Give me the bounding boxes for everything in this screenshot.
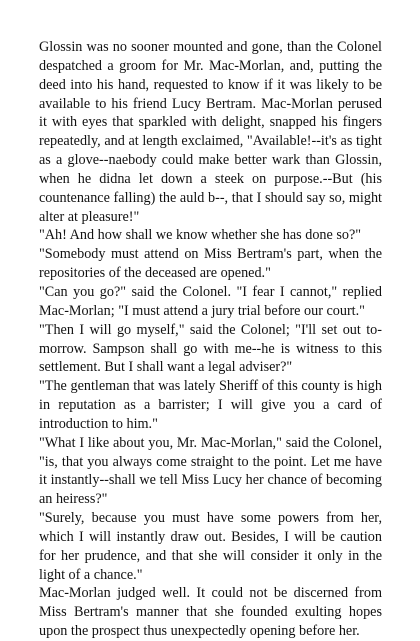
paragraph: "Somebody must attend on Miss Bertram's part, when the repositories of the deceased are opened." bbox=[39, 246, 382, 282]
paragraph: "What I like about you, Mr. Mac-Morlan," said the Colonel, "is, that you always come straight to the point. Let me have it instantly--shall we tell Miss Lucy her chance of becoming an heiress?" bbox=[39, 434, 382, 508]
paragraph: "Surely, because you must have some powers from her, which I will instantly draw out. Besides, I will be caution for her prudence, and that she will consider it only in the light of a chance." bbox=[39, 510, 382, 583]
paragraph: Glossin was no sooner mounted and gone, than the Colonel despatched a groom for Mr. Mac-Morlan, and, putting the deed into his hand, requested to know if it was likely to be available to his friend Lucy Bertram. Mac-Morlan perused it with eyes that sparkled with delight, snapped his fingers repeatedly, and at length exclaimed, "Available!--it's as tight as a glove--naebody could make better wark than Glossin, when he didna let down a steek on purpose.--But (his countenance falling) the auld b--, that I should say so, might alter at pleasure!" bbox=[39, 39, 382, 225]
page-body bbox=[39, 38, 382, 641]
paragraph: "Can you go?" said the Colonel. "I fear I cannot," replied Mac-Morlan; "I must attend a jury trial before our court." bbox=[39, 283, 382, 319]
paragraph: "Ah! And how shall we know whether she has done so?" bbox=[39, 227, 362, 244]
paragraph: Mac-Morlan judged well. It could not be discerned from Miss Bertram's manner that she founded exulting hopes upon the prospect thus unexpectedly opening before her. bbox=[39, 585, 382, 640]
paragraph: "Then I will go myself," said the Colonel; "I'll set out to-morrow. Sampson shall go with me--he is witness to this settlement. But I shall want a legal adviser?" bbox=[39, 321, 382, 376]
paragraph: "The gentleman that was lately Sheriff of this county is high in reputation as a barrister; I will give you a card of introduction to him." bbox=[39, 378, 382, 432]
